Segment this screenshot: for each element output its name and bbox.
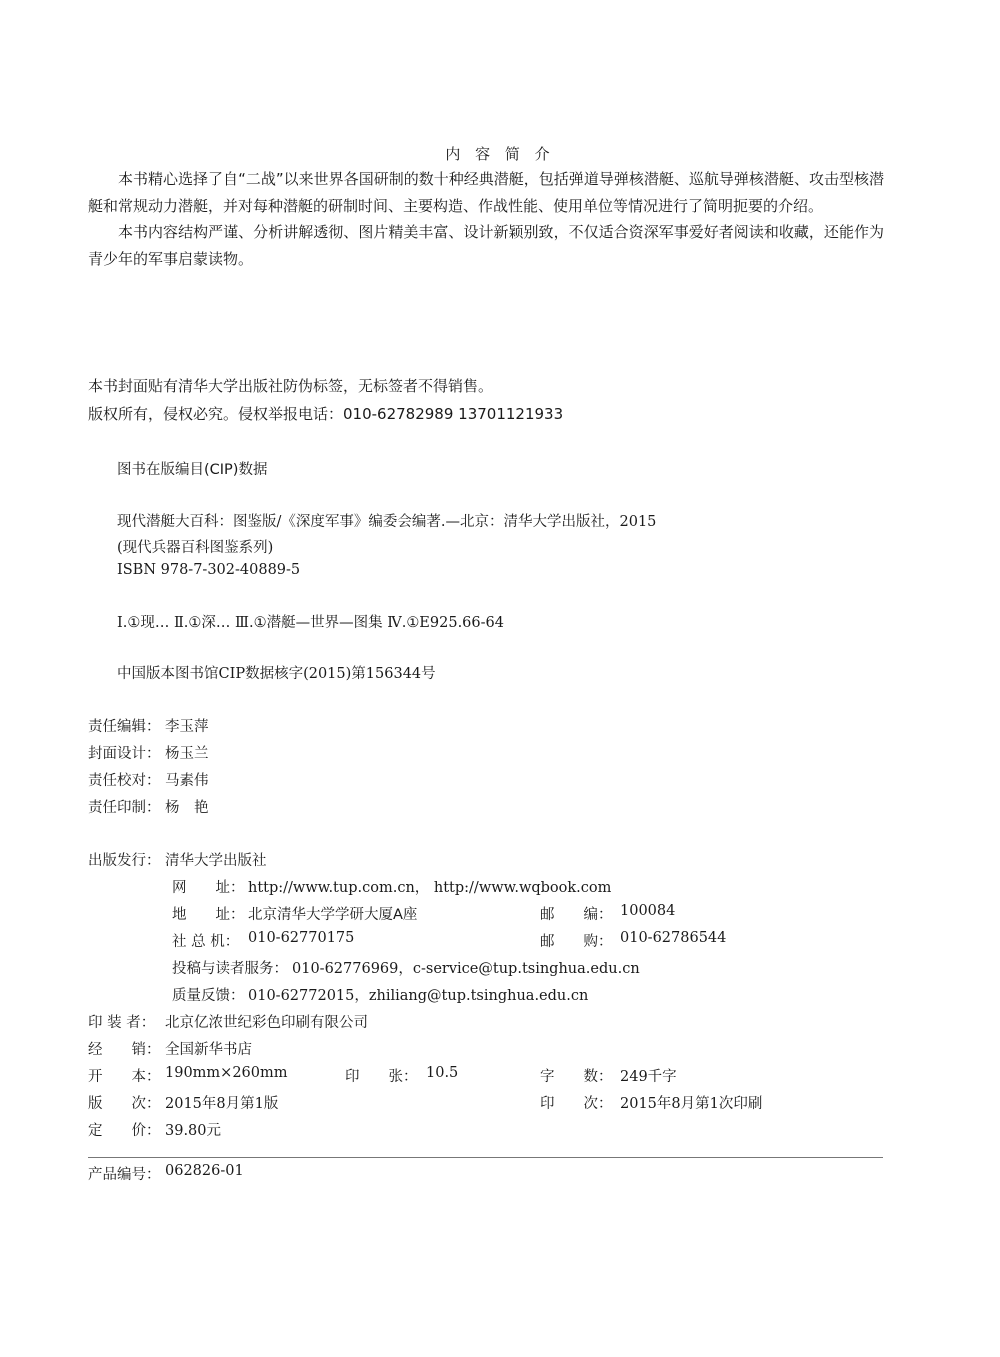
cip-classification: Ⅰ.①现… Ⅱ.①深… Ⅲ.①潜艇—世界—图集 Ⅳ.①E925.66-64 [117,615,504,631]
cover-designer-label: 封面设计： [88,746,161,762]
website-urls: http://www.tup.com.cn， http://www.wqbook.com [248,880,612,896]
quality-feedback-value: 010-62772015，zhiliang@tup.tsinghua.edu.cn [248,988,589,1004]
proofreader-label: 责任校对： [88,773,161,789]
cip-heading: 图书在版编目(CIP)数据 [117,462,268,478]
postcode-label: 邮 编： [540,907,613,923]
printer-label: 印 装 者： [88,1015,156,1031]
anti-counterfeit-notice: 本书封面贴有清华大学出版社防伪标签，无标签者不得销售。 [88,377,494,395]
distributor-name: 全国新华书店 [165,1042,252,1058]
cip-isbn: ISBN 978-7-302-40889-5 [117,562,301,578]
price-label: 定 价： [88,1123,161,1139]
product-code-value: 062826-01 [165,1163,244,1179]
edition-label: 版 次： [88,1096,161,1112]
divider-line [88,1157,883,1158]
proofreader-name: 马素伟 [165,773,209,789]
publisher-name: 清华大学出版社 [165,853,267,869]
printing-value: 2015年8月第1次印刷 [620,1096,763,1112]
summary-body [88,166,884,272]
switchboard-label: 社 总 机： [172,934,240,950]
address-label: 地 址： [172,907,245,923]
cip-entry: 现代潜艇大百科：图鉴版/《深度军事》编委会编著.—北京：清华大学出版社，2015 [117,514,657,530]
edition-value: 2015年8月第1版 [165,1096,279,1112]
word-count-value: 249千字 [620,1069,677,1085]
product-code-label: 产品编号： [88,1167,161,1183]
reader-service-value: 010-62776969，c-service@tup.tsinghua.edu.cn [292,961,640,977]
address-value: 北京清华大学学研大厦A座 [248,907,418,923]
postcode-value: 100084 [620,903,676,919]
print-manager-label: 责任印制： [88,800,161,816]
summary-paragraph-1: 本书精心选择了自“二战”以来世界各国研制的数十种经典潜艇，包括弹道导弹核潜艇、巡航导弹核潜艇、攻击型核潜艇和常规动力潜艇，并对每种潜艇的研制时间、主要构造、作战性能、使用单位等情况进行了简明扼要的介绍。 [88,170,884,215]
distributor-label: 经 销： [88,1042,161,1058]
copyright-notice: 版权所有，侵权必究。侵权举报电话：010-62782989 13701121933 [88,405,564,423]
cip-record-number: 中国版本图书馆CIP数据核字(2015)第156344号 [117,666,436,682]
cover-designer-name: 杨玉兰 [165,746,209,762]
editor-name: 李玉萍 [165,719,209,735]
printing-label: 印 次： [540,1096,613,1112]
printer-name: 北京亿浓世纪彩色印刷有限公司 [165,1015,368,1031]
website-label: 网 址： [172,880,245,896]
reader-service-label: 投稿与读者服务： [172,961,288,977]
sheets-label: 印 张： [345,1069,418,1085]
mail-order-value: 010-62786544 [620,930,727,946]
sheets-value: 10.5 [426,1065,459,1081]
summary-title: 内 容 简 介 [445,145,555,163]
format-value: 190mm×260mm [165,1065,288,1081]
word-count-label: 字 数： [540,1069,613,1085]
print-manager-name: 杨 艳 [165,800,209,816]
mail-order-label: 邮 购： [540,934,613,950]
quality-feedback-label: 质量反馈： [172,988,245,1004]
price-value: 39.80元 [165,1123,222,1139]
switchboard-value: 010-62770175 [248,930,355,946]
summary-paragraph-2: 本书内容结构严谨、分析讲解透彻、图片精美丰富、设计新颖别致，不仅适合资深军事爱好者阅读和收藏，还能作为青少年的军事启蒙读物。 [88,223,884,268]
format-label: 开 本： [88,1069,161,1085]
editor-label: 责任编辑： [88,719,161,735]
publisher-label: 出版发行： [88,853,161,869]
cip-series: (现代兵器百科图鉴系列) [117,540,274,556]
